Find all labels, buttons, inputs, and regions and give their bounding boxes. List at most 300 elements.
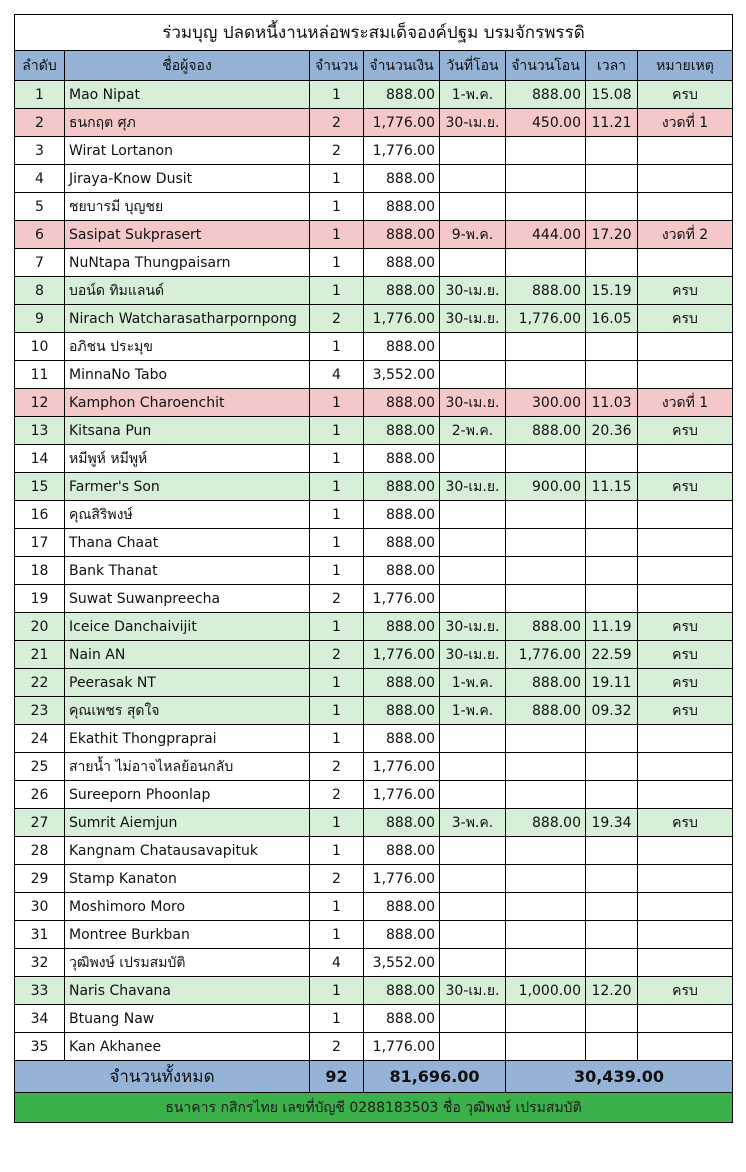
table-row: [15, 865, 733, 893]
cell-time: 20.36: [586, 417, 638, 445]
cell-transfer: [506, 865, 586, 893]
totals-qty: 92: [310, 1061, 364, 1093]
cell-date: [440, 557, 506, 585]
cell-time: [586, 165, 638, 193]
totals-transfer: 30,439.00: [506, 1061, 733, 1093]
cell-transfer: [506, 501, 586, 529]
totals-label: จำนวนทั้งหมด: [15, 1061, 310, 1093]
cell-name: Kitsana Pun: [65, 417, 310, 445]
cell-name: Farmer's Son: [65, 473, 310, 501]
cell-amount: 888.00: [364, 921, 440, 949]
cell-note: [638, 1033, 733, 1061]
cell-time: [586, 193, 638, 221]
cell-no: 7: [15, 249, 65, 277]
cell-time: [586, 501, 638, 529]
cell-name: Mao Nipat: [65, 81, 310, 109]
sheet-title: ร่วมบุญ ปลดหนี้งานหล่อพระสมเด็จองค์ปฐม บรมจักรพรรดิ: [15, 15, 733, 51]
cell-note: [638, 865, 733, 893]
cell-time: 11.03: [586, 389, 638, 417]
cell-time: [586, 585, 638, 613]
cell-no: 30: [15, 893, 65, 921]
cell-time: [586, 949, 638, 977]
cell-note: [638, 893, 733, 921]
cell-name: ชยบารมี บุญชย: [65, 193, 310, 221]
cell-name: Kangnam Chatausavapituk: [65, 837, 310, 865]
cell-date: [440, 501, 506, 529]
cell-time: [586, 137, 638, 165]
cell-name: Kan Akhanee: [65, 1033, 310, 1061]
cell-qty: 2: [310, 1033, 364, 1061]
cell-qty: 1: [310, 529, 364, 557]
cell-name: Sumrit Aiemjun: [65, 809, 310, 837]
cell-no: 17: [15, 529, 65, 557]
cell-date: 30-เม.ย.: [440, 109, 506, 137]
cell-note: [638, 921, 733, 949]
cell-amount: 1,776.00: [364, 753, 440, 781]
cell-amount: 888.00: [364, 1005, 440, 1033]
cell-name: Stamp Kanaton: [65, 865, 310, 893]
table-row: [15, 109, 733, 137]
cell-note: ครบ: [638, 669, 733, 697]
cell-amount: 888.00: [364, 809, 440, 837]
cell-name: Nirach Watcharasatharpornpong: [65, 305, 310, 333]
table-row: [15, 725, 733, 753]
table-row: [15, 809, 733, 837]
cell-transfer: 888.00: [506, 417, 586, 445]
cell-transfer: [506, 753, 586, 781]
cell-name: Thana Chaat: [65, 529, 310, 557]
cell-note: [638, 837, 733, 865]
cell-note: ครบ: [638, 473, 733, 501]
cell-no: 21: [15, 641, 65, 669]
table-row: [15, 221, 733, 249]
col-header-note: หมายเหตุ: [638, 51, 733, 81]
cell-name: Moshimoro Moro: [65, 893, 310, 921]
cell-qty: 2: [310, 109, 364, 137]
table-row: [15, 529, 733, 557]
cell-note: ครบ: [638, 697, 733, 725]
cell-name: คุณเพชร สุดใจ: [65, 697, 310, 725]
cell-note: ครบ: [638, 277, 733, 305]
cell-qty: 1: [310, 81, 364, 109]
table-row: [15, 417, 733, 445]
cell-no: 19: [15, 585, 65, 613]
cell-time: [586, 249, 638, 277]
cell-transfer: 300.00: [506, 389, 586, 417]
cell-date: [440, 753, 506, 781]
cell-no: 2: [15, 109, 65, 137]
donation-sheet: [14, 14, 732, 1123]
totals-amount: 81,696.00: [364, 1061, 506, 1093]
cell-amount: 888.00: [364, 417, 440, 445]
cell-date: 2-พ.ค.: [440, 417, 506, 445]
cell-time: 11.15: [586, 473, 638, 501]
cell-date: 30-เม.ย.: [440, 389, 506, 417]
cell-no: 3: [15, 137, 65, 165]
cell-transfer: 1,000.00: [506, 977, 586, 1005]
cell-qty: 2: [310, 865, 364, 893]
cell-date: [440, 361, 506, 389]
cell-note: [638, 137, 733, 165]
table-row: [15, 557, 733, 585]
cell-qty: 1: [310, 389, 364, 417]
cell-qty: 1: [310, 221, 364, 249]
cell-transfer: [506, 781, 586, 809]
table-row: [15, 445, 733, 473]
cell-transfer: [506, 921, 586, 949]
cell-time: [586, 725, 638, 753]
cell-amount: 888.00: [364, 389, 440, 417]
cell-qty: 1: [310, 193, 364, 221]
cell-amount: 888.00: [364, 501, 440, 529]
cell-date: [440, 865, 506, 893]
cell-no: 32: [15, 949, 65, 977]
cell-note: งวดที่ 2: [638, 221, 733, 249]
cell-no: 16: [15, 501, 65, 529]
cell-qty: 2: [310, 585, 364, 613]
col-header-amount: จำนวนเงิน: [364, 51, 440, 81]
table-row: [15, 473, 733, 501]
cell-time: [586, 781, 638, 809]
cell-amount: 888.00: [364, 893, 440, 921]
cell-time: 11.21: [586, 109, 638, 137]
cell-transfer: [506, 529, 586, 557]
cell-amount: 888.00: [364, 837, 440, 865]
cell-date: 30-เม.ย.: [440, 613, 506, 641]
cell-amount: 1,776.00: [364, 1033, 440, 1061]
cell-amount: 1,776.00: [364, 109, 440, 137]
cell-time: 19.11: [586, 669, 638, 697]
table-row: [15, 697, 733, 725]
table-row: [15, 669, 733, 697]
cell-qty: 1: [310, 501, 364, 529]
table-row: [15, 977, 733, 1005]
col-header-time: เวลา: [586, 51, 638, 81]
cell-time: 11.19: [586, 613, 638, 641]
cell-transfer: 450.00: [506, 109, 586, 137]
col-header-name: ชื่อผู้จอง: [65, 51, 310, 81]
table-row: [15, 249, 733, 277]
cell-qty: 1: [310, 557, 364, 585]
cell-time: [586, 893, 638, 921]
cell-note: [638, 781, 733, 809]
table-row: [15, 1033, 733, 1061]
cell-time: 16.05: [586, 305, 638, 333]
cell-note: ครบ: [638, 81, 733, 109]
cell-name: Bank Thanat: [65, 557, 310, 585]
col-header-qty: จำนวน: [310, 51, 364, 81]
col-header-date: วันที่โอน: [440, 51, 506, 81]
cell-no: 11: [15, 361, 65, 389]
cell-qty: 2: [310, 753, 364, 781]
cell-no: 6: [15, 221, 65, 249]
cell-transfer: [506, 193, 586, 221]
cell-name: MinnaNo Tabo: [65, 361, 310, 389]
table-row: [15, 389, 733, 417]
cell-no: 20: [15, 613, 65, 641]
cell-qty: 1: [310, 1005, 364, 1033]
cell-note: [638, 333, 733, 361]
table-row: [15, 921, 733, 949]
cell-name: สายน้ำ ไม่อาจไหลย้อนกลับ: [65, 753, 310, 781]
cell-note: [638, 725, 733, 753]
cell-qty: 1: [310, 165, 364, 193]
cell-date: [440, 1005, 506, 1033]
cell-date: 30-เม.ย.: [440, 641, 506, 669]
cell-note: [638, 165, 733, 193]
table-row: [15, 641, 733, 669]
cell-no: 23: [15, 697, 65, 725]
cell-amount: 1,776.00: [364, 305, 440, 333]
cell-amount: 1,776.00: [364, 781, 440, 809]
cell-time: [586, 837, 638, 865]
cell-no: 25: [15, 753, 65, 781]
cell-note: ครบ: [638, 977, 733, 1005]
cell-transfer: [506, 333, 586, 361]
cell-amount: 888.00: [364, 529, 440, 557]
cell-qty: 1: [310, 921, 364, 949]
cell-name: คุณสิริพงษ์: [65, 501, 310, 529]
cell-time: [586, 529, 638, 557]
cell-no: 24: [15, 725, 65, 753]
cell-amount: 1,776.00: [364, 137, 440, 165]
cell-transfer: [506, 725, 586, 753]
cell-amount: 888.00: [364, 977, 440, 1005]
cell-date: 9-พ.ค.: [440, 221, 506, 249]
cell-time: 09.32: [586, 697, 638, 725]
cell-note: [638, 445, 733, 473]
cell-note: ครบ: [638, 613, 733, 641]
cell-time: 12.20: [586, 977, 638, 1005]
cell-no: 12: [15, 389, 65, 417]
cell-no: 28: [15, 837, 65, 865]
table-row: [15, 613, 733, 641]
cell-time: [586, 1005, 638, 1033]
cell-date: 30-เม.ย.: [440, 977, 506, 1005]
cell-no: 18: [15, 557, 65, 585]
table-body: [15, 81, 733, 1061]
cell-qty: 2: [310, 305, 364, 333]
cell-date: [440, 445, 506, 473]
cell-amount: 888.00: [364, 473, 440, 501]
cell-no: 5: [15, 193, 65, 221]
cell-qty: 2: [310, 137, 364, 165]
cell-transfer: [506, 557, 586, 585]
cell-time: 22.59: [586, 641, 638, 669]
cell-transfer: [506, 361, 586, 389]
cell-qty: 1: [310, 697, 364, 725]
table-row: [15, 753, 733, 781]
cell-date: [440, 193, 506, 221]
cell-amount: 888.00: [364, 445, 440, 473]
cell-qty: 1: [310, 977, 364, 1005]
cell-name: Jiraya-Know Dusit: [65, 165, 310, 193]
cell-amount: 1,776.00: [364, 641, 440, 669]
cell-note: [638, 501, 733, 529]
table-row: [15, 837, 733, 865]
cell-qty: 1: [310, 613, 364, 641]
cell-name: หมีพูห์ หมีพูห์: [65, 445, 310, 473]
cell-qty: 1: [310, 249, 364, 277]
cell-note: ครบ: [638, 417, 733, 445]
cell-transfer: 888.00: [506, 697, 586, 725]
cell-amount: 1,776.00: [364, 865, 440, 893]
cell-date: [440, 137, 506, 165]
cell-transfer: [506, 165, 586, 193]
cell-qty: 1: [310, 725, 364, 753]
cell-date: 30-เม.ย.: [440, 473, 506, 501]
cell-no: 15: [15, 473, 65, 501]
cell-amount: 888.00: [364, 613, 440, 641]
cell-note: [638, 249, 733, 277]
cell-transfer: 888.00: [506, 809, 586, 837]
cell-name: Suwat Suwanpreecha: [65, 585, 310, 613]
cell-date: [440, 529, 506, 557]
cell-no: 35: [15, 1033, 65, 1061]
cell-amount: 1,776.00: [364, 585, 440, 613]
cell-no: 31: [15, 921, 65, 949]
cell-time: 19.34: [586, 809, 638, 837]
cell-time: [586, 557, 638, 585]
cell-amount: 3,552.00: [364, 949, 440, 977]
totals-row: [15, 1061, 733, 1093]
table-row: [15, 193, 733, 221]
cell-note: [638, 557, 733, 585]
cell-name: Btuang Naw: [65, 1005, 310, 1033]
bank-info-row: [15, 1093, 733, 1123]
cell-time: 17.20: [586, 221, 638, 249]
cell-date: [440, 249, 506, 277]
cell-note: ครบ: [638, 641, 733, 669]
cell-no: 27: [15, 809, 65, 837]
cell-note: [638, 1005, 733, 1033]
cell-note: [638, 361, 733, 389]
cell-no: 22: [15, 669, 65, 697]
cell-time: [586, 753, 638, 781]
cell-name: Sasipat Sukprasert: [65, 221, 310, 249]
table-row: [15, 781, 733, 809]
cell-name: Peerasak NT: [65, 669, 310, 697]
cell-date: 1-พ.ค.: [440, 81, 506, 109]
cell-amount: 888.00: [364, 333, 440, 361]
cell-qty: 1: [310, 277, 364, 305]
cell-time: [586, 921, 638, 949]
cell-name: Montree Burkban: [65, 921, 310, 949]
cell-qty: 1: [310, 809, 364, 837]
table-row: [15, 81, 733, 109]
cell-date: [440, 585, 506, 613]
cell-date: [440, 949, 506, 977]
cell-transfer: 1,776.00: [506, 641, 586, 669]
cell-date: [440, 333, 506, 361]
table-row: [15, 501, 733, 529]
cell-no: 14: [15, 445, 65, 473]
cell-amount: 888.00: [364, 725, 440, 753]
table-row: [15, 1005, 733, 1033]
cell-qty: 4: [310, 949, 364, 977]
table-row: [15, 277, 733, 305]
cell-transfer: 444.00: [506, 221, 586, 249]
cell-transfer: 888.00: [506, 277, 586, 305]
cell-note: ครบ: [638, 809, 733, 837]
cell-note: [638, 753, 733, 781]
cell-date: 3-พ.ค.: [440, 809, 506, 837]
col-header-no: ลำดับ: [15, 51, 65, 81]
cell-transfer: [506, 1033, 586, 1061]
cell-note: [638, 585, 733, 613]
cell-time: 15.08: [586, 81, 638, 109]
cell-amount: 888.00: [364, 81, 440, 109]
cell-no: 9: [15, 305, 65, 333]
cell-amount: 888.00: [364, 669, 440, 697]
cell-transfer: [506, 585, 586, 613]
cell-time: [586, 865, 638, 893]
cell-date: [440, 921, 506, 949]
cell-transfer: [506, 893, 586, 921]
cell-no: 13: [15, 417, 65, 445]
cell-note: ครบ: [638, 305, 733, 333]
cell-time: [586, 1033, 638, 1061]
cell-time: [586, 361, 638, 389]
cell-date: [440, 725, 506, 753]
cell-amount: 888.00: [364, 697, 440, 725]
bank-info: ธนาคาร กสิกรไทย เลขที่บัญชี 0288183503 ชื่อ วุฒิพงษ์ เปรมสมบัติ: [15, 1093, 733, 1123]
cell-name: อภิชน ประมุข: [65, 333, 310, 361]
cell-qty: 1: [310, 333, 364, 361]
cell-qty: 1: [310, 837, 364, 865]
cell-no: 33: [15, 977, 65, 1005]
cell-no: 4: [15, 165, 65, 193]
cell-transfer: 888.00: [506, 669, 586, 697]
cell-date: [440, 1033, 506, 1061]
cell-no: 34: [15, 1005, 65, 1033]
cell-name: บอน์ด ทิมแลนด์: [65, 277, 310, 305]
table-row: [15, 333, 733, 361]
table-row: [15, 585, 733, 613]
cell-date: [440, 781, 506, 809]
cell-amount: 888.00: [364, 249, 440, 277]
cell-name: NuNtapa Thungpaisarn: [65, 249, 310, 277]
cell-no: 10: [15, 333, 65, 361]
cell-date: 1-พ.ค.: [440, 697, 506, 725]
cell-transfer: 888.00: [506, 613, 586, 641]
cell-name: ธนกฤต ศุภ: [65, 109, 310, 137]
cell-amount: 888.00: [364, 193, 440, 221]
cell-transfer: 900.00: [506, 473, 586, 501]
cell-date: 30-เม.ย.: [440, 277, 506, 305]
cell-date: 1-พ.ค.: [440, 669, 506, 697]
table-row: [15, 137, 733, 165]
cell-transfer: 888.00: [506, 81, 586, 109]
cell-name: Nain AN: [65, 641, 310, 669]
cell-qty: 2: [310, 641, 364, 669]
table-row: [15, 165, 733, 193]
cell-note: [638, 529, 733, 557]
cell-qty: 1: [310, 445, 364, 473]
cell-name: วุฒิพงษ์ เปรมสมบัติ: [65, 949, 310, 977]
cell-amount: 888.00: [364, 277, 440, 305]
cell-name: Kamphon Charoenchit: [65, 389, 310, 417]
cell-name: Naris Chavana: [65, 977, 310, 1005]
header-row: [15, 51, 733, 81]
cell-transfer: [506, 949, 586, 977]
cell-qty: 1: [310, 893, 364, 921]
cell-note: [638, 193, 733, 221]
cell-no: 8: [15, 277, 65, 305]
cell-qty: 1: [310, 669, 364, 697]
cell-name: Iceice Danchaivijit: [65, 613, 310, 641]
cell-date: [440, 837, 506, 865]
